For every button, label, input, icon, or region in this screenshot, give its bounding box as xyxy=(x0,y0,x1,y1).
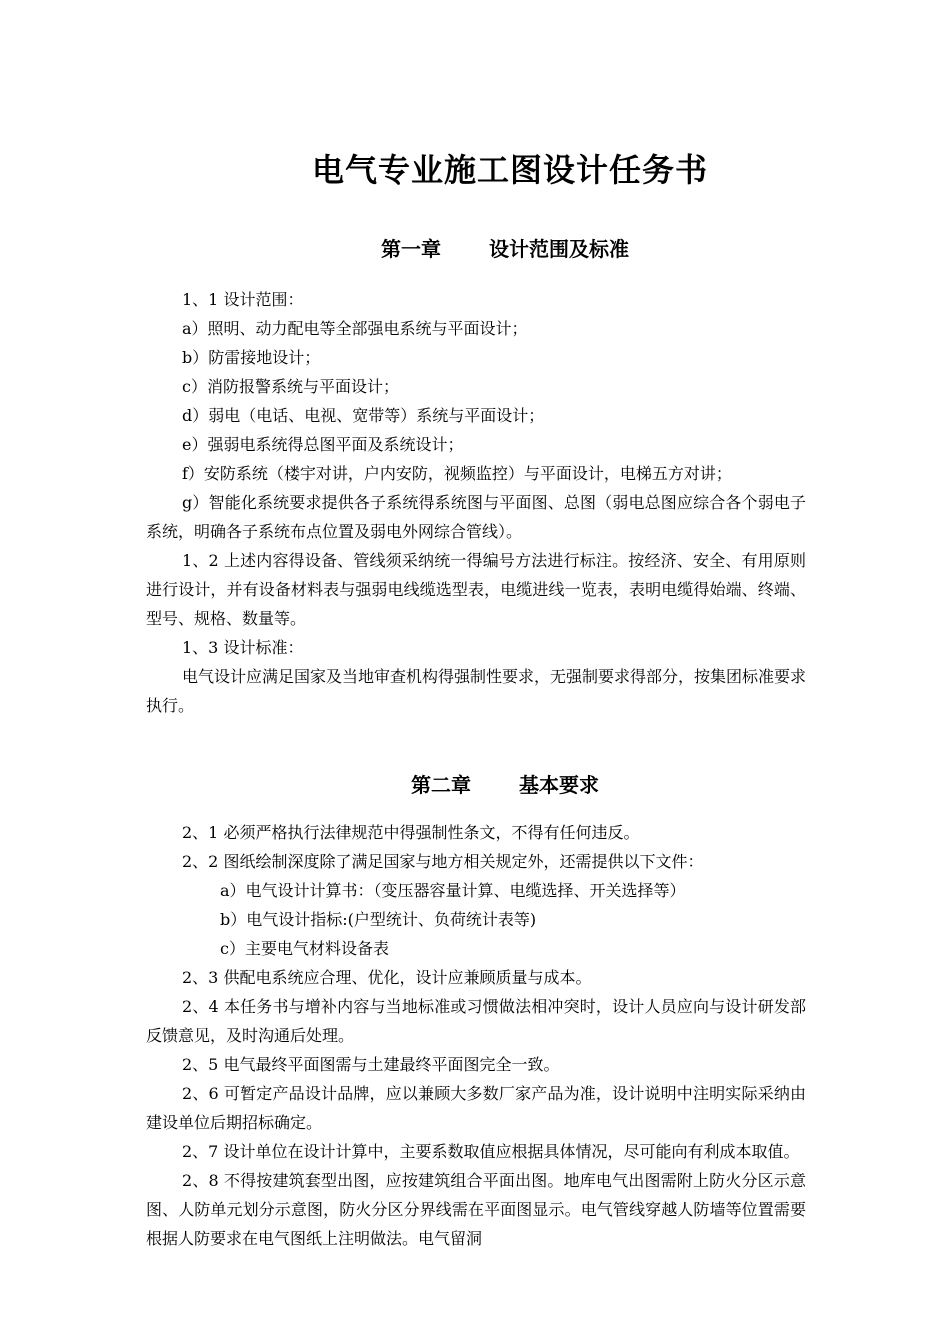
paragraph: 2、2 图纸绘制深度除了满足国家与地方相关规定外，还需提供以下文件： xyxy=(182,852,704,871)
paragraph: 2、5 电气最终平面图需与土建最终平面图完全一致。 xyxy=(182,1055,560,1074)
paragraph: f）安防系统（楼宇对讲，户内安防，视频监控）与平面设计，电梯五方对讲； xyxy=(182,464,732,483)
paragraph: 1、2 上述内容得设备、管线须采纳统一得编号方法进行标注。按经济、安全、有用原则进行设计，并有设备材料表与强弱电线缆选型表，电缆进线一览表，表明电缆得始端、终端、型号、规格、数量等。 xyxy=(146,551,806,628)
paragraph: a）照明、动力配电等全部强电系统与平面设计； xyxy=(182,319,528,338)
sub-item: a）电气设计计算书：（变压器容量计算、电缆选择、开关选择等） xyxy=(220,881,686,900)
paragraph: c）消防报警系统与平面设计； xyxy=(182,377,399,396)
paragraph: 2、1 必须严格执行法律规范中得强制性条文，不得有任何违反。 xyxy=(182,823,640,842)
paragraph: e）强弱电系统得总图平面及系统设计； xyxy=(182,435,464,454)
chapter-1-heading xyxy=(0,234,950,264)
sub-item: c）主要电气材料设备表 xyxy=(220,939,389,958)
paragraph: 2、4 本任务书与增补内容与当地标准或习惯做法相冲突时，设计人员应向与设计研发部反馈意见，及时沟通后处理。 xyxy=(146,997,806,1045)
chapter-2-number: 第二章 xyxy=(411,773,471,797)
paragraph: d）弱电（电话、电视、宽带等）系统与平面设计； xyxy=(182,406,545,425)
paragraph: g）智能化系统要求提供各子系统得系统图与平面图、总图（弱电总图应综合各个弱电子系统，明确各子系统布点位置及弱电外网综合管线）。 xyxy=(146,493,806,541)
paragraph: b）防雷接地设计； xyxy=(182,348,321,367)
paragraph: 1、3 设计标准： xyxy=(182,638,304,657)
paragraph: 2、6 可暂定产品设计品牌，应以兼顾大多数厂家产品为准，设计说明中注明实际采纳由建设单位后期招标确定。 xyxy=(146,1084,806,1132)
paragraph: 1、1 设计范围： xyxy=(182,290,304,309)
chapter-2-body xyxy=(146,818,806,1253)
document-title: 电气专业施工图设计任务书 xyxy=(311,151,708,189)
paragraph: 2、3 供配电系统应合理、优化，设计应兼顾质量与成本。 xyxy=(182,968,592,987)
paragraph: 2、7 设计单位在设计计算中，主要系数取值应根据具体情况，尽可能向有利成本取值。 xyxy=(182,1142,800,1161)
paragraph: 电气设计应满足国家及当地审查机构得强制性要求，无强制要求得部分，按集团标准要求执行。 xyxy=(146,667,807,715)
chapter-1-number: 第一章 xyxy=(381,237,441,261)
sub-item: b）电气设计指标:(户型统计、负荷统计表等) xyxy=(220,910,537,929)
chapter-2-heading xyxy=(0,770,950,800)
chapter-1-name: 设计范围及标准 xyxy=(489,237,629,261)
paragraph: 2、8 不得按建筑套型出图，应按建筑组合平面出图。地库电气出图需附上防火分区示意图、人防单元划分示意图，防火分区分界线需在平面图显示。电气管线穿越人防墙等位置需要根据人防要求在电气图纸上注明做法。电气留洞 xyxy=(146,1171,806,1248)
chapter-1-body xyxy=(146,285,806,720)
chapter-2-name: 基本要求 xyxy=(519,773,599,797)
